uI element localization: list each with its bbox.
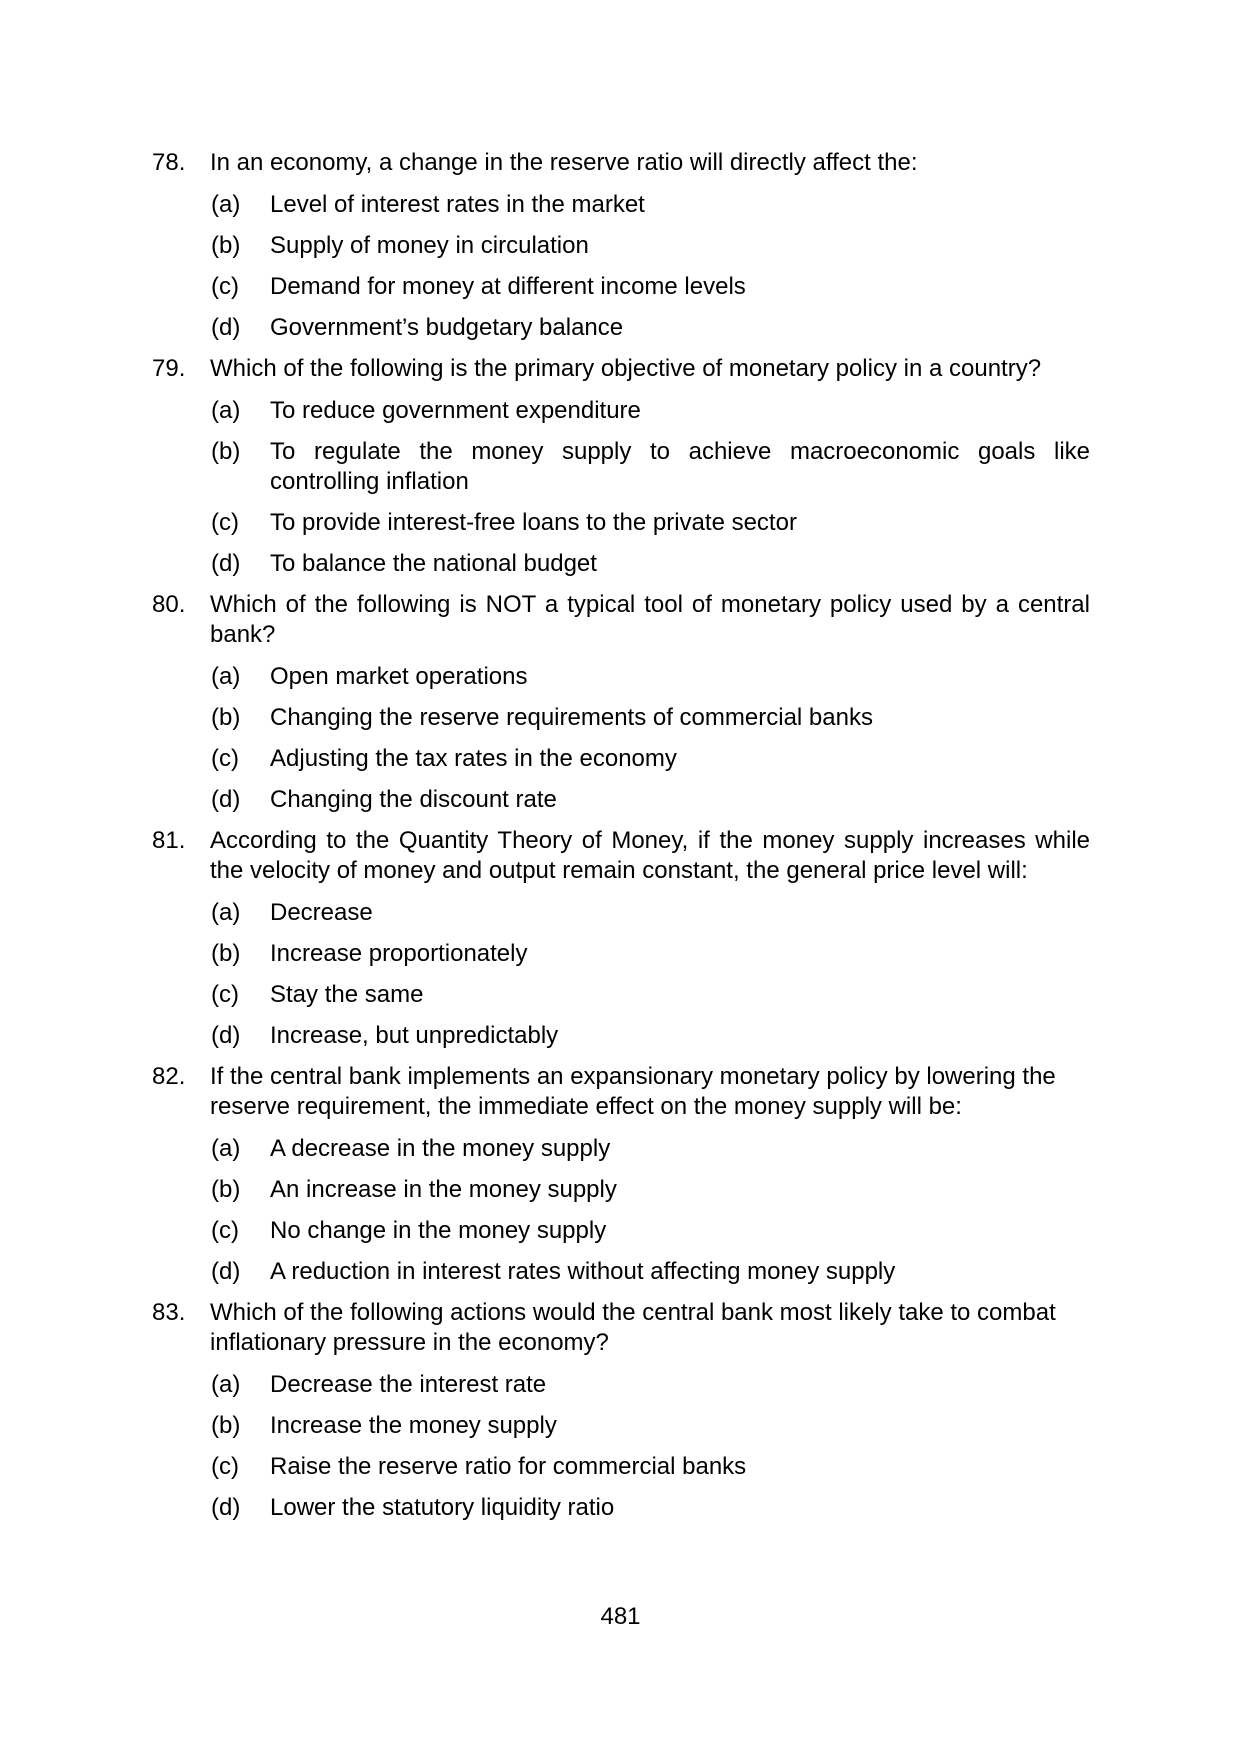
option-text: Adjusting the tax rates in the economy [270, 745, 677, 772]
question-item [152, 1298, 1090, 1523]
question-text: Which of the following actions would the central bank most likely take to combat inflationary pressure in the economy? [210, 1299, 1056, 1356]
option-letter: (c) [211, 273, 239, 300]
question-number: 81. [152, 827, 186, 854]
option-letter: (b) [211, 438, 241, 465]
question-text: Which of the following is NOT a typical tool of monetary policy used by a central bank? [210, 591, 1090, 648]
option-letter: (d) [211, 786, 241, 813]
option-item [211, 939, 1090, 969]
option-item [211, 744, 1090, 774]
option-item [211, 549, 1090, 579]
option-item [211, 1175, 1090, 1205]
question-row [152, 1298, 1090, 1358]
question-item [152, 1062, 1090, 1287]
question-row [152, 826, 1090, 886]
question-item [152, 354, 1090, 579]
question-item [152, 590, 1090, 815]
option-item [211, 272, 1090, 302]
option-item [211, 1493, 1090, 1523]
question-text: According to the Quantity Theory of Money, if the money supply increases while the velocity of money and output remain constant, the general price level will: [210, 827, 1090, 884]
question-item [152, 826, 1090, 1051]
option-text: A decrease in the money supply [270, 1135, 611, 1162]
option-letter: (d) [211, 550, 241, 577]
option-item [211, 785, 1090, 815]
option-item [211, 1021, 1090, 1051]
option-text: Increase proportionately [270, 940, 528, 967]
option-item [211, 898, 1090, 928]
option-letter: (a) [211, 663, 241, 690]
option-text: To balance the national budget [270, 550, 597, 577]
option-item [211, 508, 1090, 538]
option-letter: (c) [211, 981, 239, 1008]
option-letter: (b) [211, 1412, 241, 1439]
question-row [152, 590, 1090, 650]
question-row [152, 1062, 1090, 1122]
option-item [211, 980, 1090, 1010]
option-text: Decrease [270, 899, 373, 926]
option-text: Lower the statutory liquidity ratio [270, 1494, 615, 1521]
option-text: Stay the same [270, 981, 424, 1008]
option-text: Changing the discount rate [270, 786, 557, 813]
option-item [211, 437, 1090, 497]
option-item [211, 1452, 1090, 1482]
option-letter: (c) [211, 1217, 239, 1244]
option-item [211, 1370, 1090, 1400]
option-text: Raise the reserve ratio for commercial banks [270, 1453, 747, 1480]
question-item [152, 148, 1090, 343]
option-text: To reduce government expenditure [270, 397, 641, 424]
option-text: To provide interest-free loans to the private sector [270, 509, 797, 536]
option-letter: (a) [211, 191, 241, 218]
option-letter: (a) [211, 397, 241, 424]
option-text: Supply of money in circulation [270, 232, 589, 259]
option-text: To regulate the money supply to achieve macroeconomic goals like controlling inflation [270, 438, 1090, 495]
option-item [211, 1216, 1090, 1246]
option-item [211, 1411, 1090, 1441]
option-item [211, 313, 1090, 343]
option-item [211, 662, 1090, 692]
question-number: 79. [152, 355, 186, 382]
option-letter: (c) [211, 1453, 239, 1480]
option-letter: (d) [211, 1258, 241, 1285]
option-letter: (c) [211, 745, 239, 772]
option-letter: (b) [211, 940, 241, 967]
option-text: Increase, but unpredictably [270, 1022, 559, 1049]
option-text: Government’s budgetary balance [270, 314, 624, 341]
question-text: If the central bank implements an expansionary monetary policy by lowering the reserve requirement, the immediate effect on the money supply will be: [210, 1063, 1056, 1120]
option-text: An increase in the money supply [270, 1176, 617, 1203]
option-text: Changing the reserve requirements of commercial banks [270, 704, 873, 731]
option-item [211, 703, 1090, 733]
option-item [211, 231, 1090, 261]
option-letter: (b) [211, 232, 241, 259]
page-number: 481 [600, 1603, 641, 1630]
option-text: Open market operations [270, 663, 528, 690]
option-item [211, 1134, 1090, 1164]
option-letter: (a) [211, 1371, 241, 1398]
option-letter: (d) [211, 1022, 241, 1049]
questions-list [152, 148, 1090, 1523]
option-text: Demand for money at different income levels [270, 273, 746, 300]
question-number: 83. [152, 1299, 186, 1326]
option-letter: (d) [211, 1494, 241, 1521]
option-letter: (a) [211, 899, 241, 926]
question-text: In an economy, a change in the reserve ratio will directly affect the: [210, 149, 918, 176]
option-text: Decrease the interest rate [270, 1371, 547, 1398]
question-row [152, 354, 1090, 384]
question-row [152, 148, 1090, 178]
option-text: Increase the money supply [270, 1412, 557, 1439]
option-text: A reduction in interest rates without affecting money supply [270, 1258, 896, 1285]
option-letter: (c) [211, 509, 239, 536]
option-letter: (b) [211, 704, 241, 731]
question-text: Which of the following is the primary objective of monetary policy in a country? [210, 355, 1042, 382]
question-number: 78. [152, 149, 186, 176]
option-item [211, 396, 1090, 426]
option-item [211, 190, 1090, 220]
option-text: Level of interest rates in the market [270, 191, 645, 218]
question-number: 82. [152, 1063, 186, 1090]
question-number: 80. [152, 591, 186, 618]
option-letter: (a) [211, 1135, 241, 1162]
option-letter: (d) [211, 314, 241, 341]
option-item [211, 1257, 1090, 1287]
option-letter: (b) [211, 1176, 241, 1203]
option-text: No change in the money supply [270, 1217, 607, 1244]
